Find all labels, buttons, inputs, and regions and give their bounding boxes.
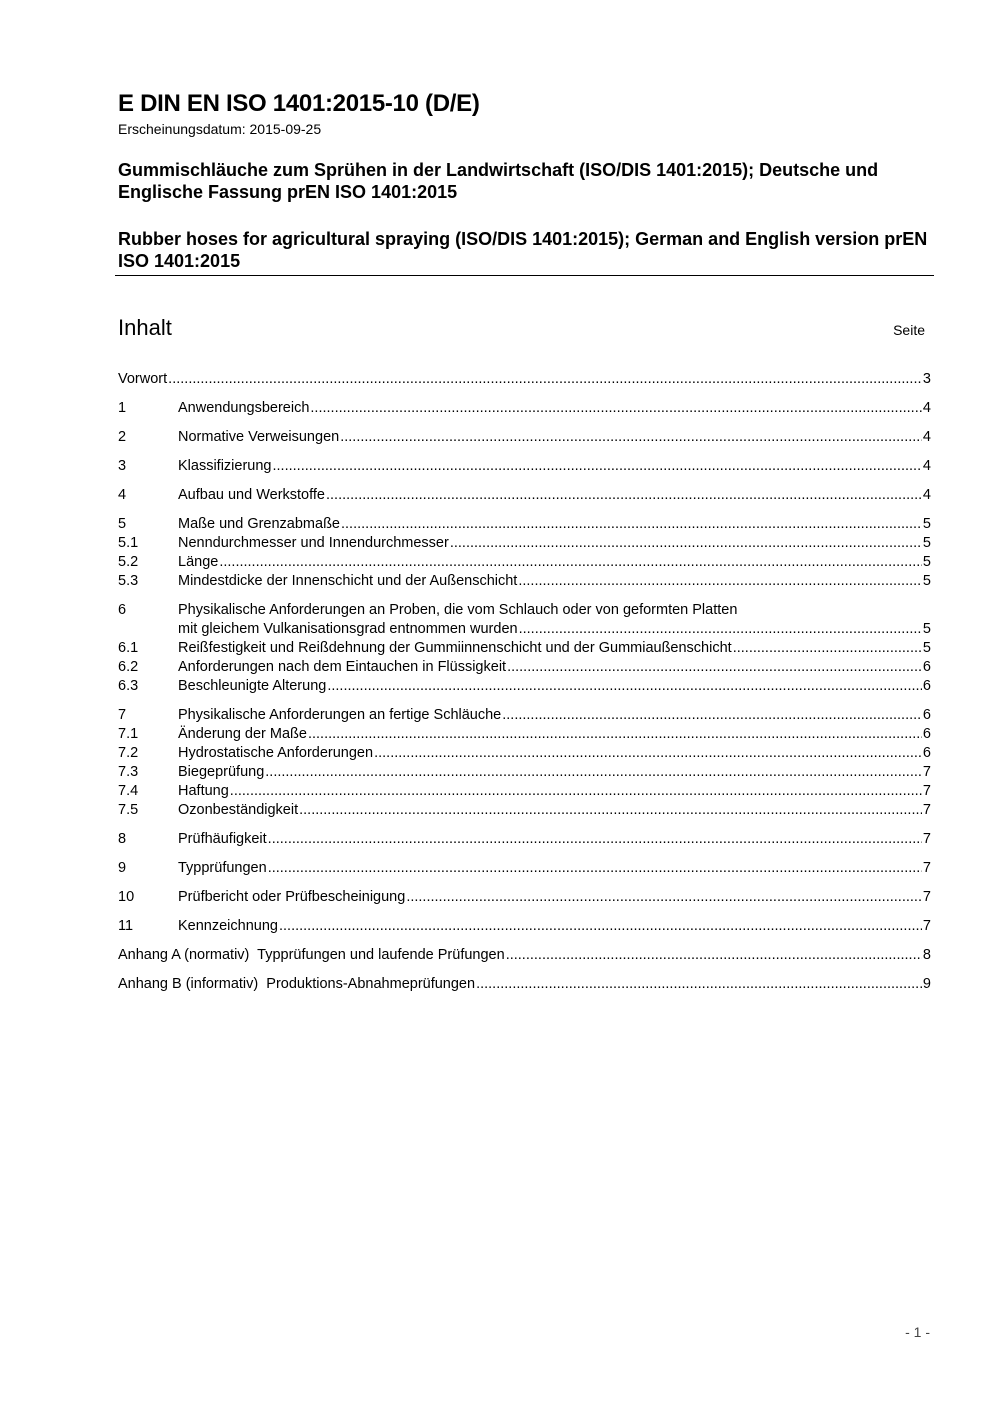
toc-entry-page: 7 [922,918,931,934]
toc-entry[interactable] [118,917,931,936]
toc-entry[interactable] [118,572,931,591]
toc-entry-text: Klassifizierung [178,458,272,474]
toc-entry-text: Physikalische Anforderungen an fertige Schläuche [178,707,502,723]
toc-entry-page: 7 [922,802,931,818]
toc-leader-dots [501,706,922,725]
toc-leader-dots [518,620,922,639]
toc-entry-page: 8 [922,947,931,963]
toc-entry-text: Länge [178,554,219,570]
toc-leader-dots [506,658,922,677]
toc-entry[interactable] [118,859,931,878]
toc-entry-annex-b[interactable] [118,975,931,994]
toc-leader-dots [505,946,922,965]
toc-entry[interactable] [118,428,931,447]
toc-leader-dots [517,572,922,591]
toc-heading: Inhalt [118,315,172,340]
toc-entry-text: Ozonbeständigkeit [178,802,299,818]
toc-entry-page: 6 [922,745,931,761]
toc-entry-number: 10 [118,889,135,905]
toc-entry-number: 9 [118,860,127,876]
toc-entry-number: 7.1 [118,726,139,742]
toc-entry-number: 5.2 [118,554,139,570]
toc-entry[interactable] [118,639,931,658]
toc-entry-number: 7.5 [118,802,139,818]
toc-entry-text: Haftung [178,783,229,799]
toc-entry[interactable] [118,399,931,418]
toc-entry-page: 6 [922,707,931,723]
toc-entry-number: 7.4 [118,783,139,799]
toc-entry-page: 7 [922,860,931,876]
toc-entry-number: 4 [118,487,127,503]
toc-entry[interactable] [118,515,931,534]
toc-entry-number: 5.3 [118,573,139,589]
title-english: Rubber hoses for agricultural spraying (ISO/DIS 1401:2015); German and English version prEN ISO 1401:2015 [118,229,928,271]
toc-entry-text: Hydrostatische Anforderungen [178,745,374,761]
toc-entry-text: Anwendungsbereich [178,400,310,416]
toc-entry-text: Mindestdicke der Innenschicht und der Außenschicht [178,573,518,589]
toc-leader-dots [449,534,922,553]
toc-entry-text: Normative Verweisungen [178,429,340,445]
toc-entry[interactable] [118,553,931,572]
toc-entry[interactable] [118,534,931,553]
toc-entry-page: 5 [922,621,931,637]
toc-entry-number: 1 [118,400,127,416]
toc-entry[interactable] [118,888,931,907]
toc-entry-number: 5.1 [118,535,139,551]
toc-entry-page: 5 [922,535,931,551]
toc-leader-dots [340,515,922,534]
toc-entry-vorwort[interactable] [118,370,931,389]
toc-entry[interactable] [118,725,931,744]
toc-leader-dots [267,859,922,878]
toc-entry-text: Maße und Grenzabmaße [178,516,340,532]
toc-entry-page: 5 [922,640,931,656]
toc-entry-page: 5 [922,573,931,589]
toc-entry-text: Aufbau und Werkstoffe [178,487,325,503]
toc-leader-dots [373,744,922,763]
toc-entry-text: Änderung der Maße [178,726,307,742]
publication-date: Erscheinungsdatum: 2015-09-25 [118,121,322,137]
toc-entry-text: Anhang B (informativ) Produktions-Abnahmeprüfungen [118,976,476,992]
toc-leader-dots [325,486,922,505]
toc-entry-number: 5 [118,516,127,532]
toc-entry-page: 9 [922,976,931,992]
toc-entry-number: 3 [118,458,127,474]
toc-entry-page: 4 [922,487,931,503]
toc-entry-page: 7 [922,889,931,905]
toc-leader-dots [298,801,922,820]
toc-entry[interactable] [118,706,931,725]
toc-entry-page: 4 [922,429,931,445]
toc-leader-dots [264,763,922,782]
toc-leader-dots [218,553,922,572]
toc-leader-dots [267,830,922,849]
toc-entry-page: 5 [922,516,931,532]
toc-entry[interactable] [118,830,931,849]
toc-entry-page: 6 [922,659,931,675]
title-german: Gummischläuche zum Sprühen in der Landwirtschaft (ISO/DIS 1401:2015); Deutsche und Englische Fassung prEN ISO 1401:2015 [118,160,879,202]
toc-entry[interactable] [118,677,931,696]
toc-entry-text: Kennzeichnung [178,918,278,934]
document-id: E DIN EN ISO 1401:2015-10 (D/E) [118,90,480,117]
toc-entry-number: 8 [118,831,127,847]
toc-leader-dots [307,725,922,744]
toc-entry[interactable] [118,457,931,476]
toc-leader-dots [732,639,922,658]
toc-entry-page: 3 [922,371,931,387]
toc-entry[interactable] [118,601,931,639]
toc-entry[interactable] [118,658,931,677]
toc-entry-text-line1: Physikalische Anforderungen an Proben, die vom Schlauch oder von geformten Platten [178,602,738,618]
toc-page-column-label: Seite [893,322,925,338]
toc-entry-text: Reißfestigkeit und Reißdehnung der Gummiinnenschicht und der Gummiaußenschicht [178,640,732,656]
toc-entry-text: Biegeprüfung [178,764,265,780]
toc-leader-dots [309,399,922,418]
toc-entry-page: 5 [922,554,931,570]
toc-entry[interactable] [118,801,931,820]
toc-leader-dots [167,370,922,389]
toc-entry-number: 6.3 [118,678,139,694]
toc-entry-page: 7 [922,764,931,780]
toc-entry-text: Anhang A (normativ) Typprüfungen und laufende Prüfungen [118,947,505,963]
toc-entry-text: Nenndurchmesser und Innendurchmesser [178,535,449,551]
toc-entry[interactable] [118,763,931,782]
toc-entry-number: 11 [118,918,134,934]
toc-entry-text: Beschleunigte Alterung [178,678,327,694]
toc-entry-number: 6 [118,602,127,618]
toc-entry[interactable] [118,744,931,763]
toc-entry-text: mit gleichem Vulkanisationsgrad entnommen wurden [178,621,518,637]
toc-entry-number: 6.2 [118,659,139,675]
toc-entry-text: Anforderungen nach dem Eintauchen in Flüssigkeit [178,659,507,675]
header-divider [115,275,934,276]
toc-entry-page: 4 [922,400,931,416]
toc-entry[interactable] [118,782,931,801]
toc-entry-number: 7.2 [118,745,139,761]
toc-entry-number: 7.3 [118,764,139,780]
page-number: - 1 - [905,1324,930,1340]
toc-entry-text: Prüfbericht oder Prüfbescheinigung [178,889,406,905]
toc-entry-text: Prüfhäufigkeit [178,831,267,847]
toc-leader-dots [272,457,922,476]
toc-leader-dots [475,975,922,994]
toc-entry-number: 2 [118,429,127,445]
toc-entry-page: 6 [922,726,931,742]
toc-leader-dots [326,677,922,696]
toc-leader-dots [405,888,922,907]
toc-leader-dots [339,428,922,447]
toc-entry-page: 4 [922,458,931,474]
toc-entry-page: 7 [922,831,931,847]
toc-entry-page: 6 [922,678,931,694]
table-of-contents [118,370,931,994]
toc-entry-annex-a[interactable] [118,946,931,965]
toc-entry-number: 6.1 [118,640,139,656]
toc-entry-page: 7 [922,783,931,799]
toc-leader-dots [229,782,922,801]
toc-entry[interactable] [118,486,931,505]
toc-leader-dots [278,917,922,936]
toc-entry-text: Vorwort [118,371,168,387]
toc-entry-number: 7 [118,707,127,723]
toc-entry-text: Typprüfungen [178,860,267,876]
